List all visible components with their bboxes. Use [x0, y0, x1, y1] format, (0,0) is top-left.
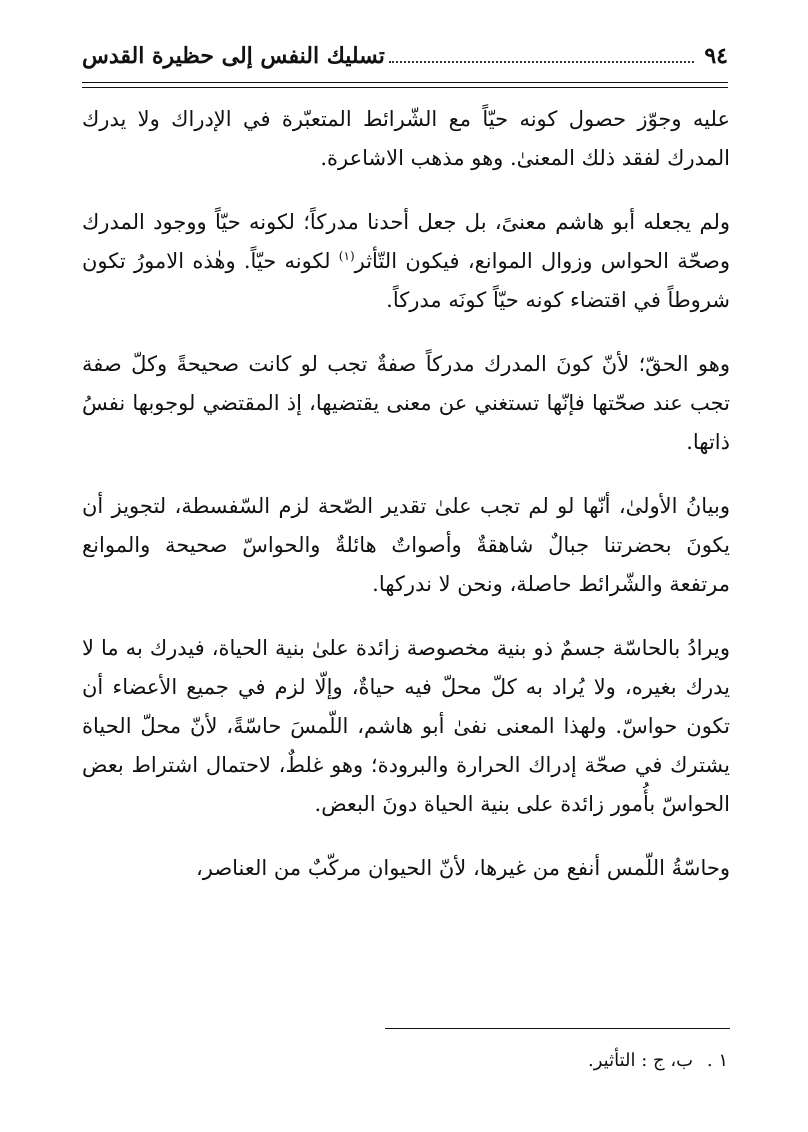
- paragraph-5: ويرادُ بالحاسّة جسمٌ ذو بنية مخصوصة زائدة علىٰ بنية الحياة، فيدرك به ما لا يدرك بغيره، ولا يُراد به كلّ محلّ فيه حياةٌ، وإلّا لزم في جميع الأعضاء أن تكون حواسّ. ولهذا المعنى نفىٰ أبو هاشم، اللّمسَ حاسّةً، لأنّ محلّ الحياة يشترك في صحّة إدراك الحرارة والبرودة؛ وهو غلطٌ، لاحتمال اشتراط بعض الحواسّ بأُمور زائدة على بنية الحياة دونَ البعض.: [82, 636, 730, 816]
- book-title: تسليك النفس إلى حظيرة القدس: [82, 43, 385, 69]
- paragraph-1: عليه وجوّز حصول كونه حيّاً مع الشّرائط المتعبّرة في الإدراك ولا يدرك المدرك لفقد ذلك المعنىٰ. وهو مذهب الاشاعرة.: [82, 107, 730, 170]
- paragraph-2: [82, 203, 730, 320]
- paragraph-4: وبيانُ الأولىٰ، أنّها لو لم تجب علىٰ تقدير الصّحة لزم السّفسطة، لتجويز أن يكونَ بحضرتنا جبالٌ شاهقةٌ وأصواتٌ هائلةٌ والحواسّ صحيحة والموانع مرتفعة والشّرائط حاصلة، ونحن لا ندركها.: [82, 494, 730, 596]
- footnote-number: ١ .: [706, 1050, 728, 1071]
- paragraph-3: وهو الحقّ؛ لأنّ كونَ المدرك مدركاً صفةٌ تجب لو كانت صحيحةً وكلّ صفة تجب عند صحّتها فإنّها تستغني عن معنى يقتضيها، إذ المقتضي لوجوبها نفسُ ذاتها.: [82, 352, 730, 454]
- dotted-leader: [389, 61, 694, 63]
- page-number: ٩٤: [704, 43, 728, 69]
- footnote-rule: [385, 1028, 730, 1029]
- paragraph-6: وحاسّةُ اللّمس أنفع من غيرها، لأنّ الحيوان مركّبٌ من العناصر،: [195, 856, 730, 880]
- header-double-rule: [82, 82, 728, 88]
- paragraph-2-text: ولم يجعله أبو هاشم معنىً، بل جعل أحدنا مدركاً؛ لكونه حيّاً ووجود المدرك وصحّة الحواس وزوال الموانع، فيكون التّأثر: [82, 210, 730, 273]
- footnote-text: ب، ج : التأثير.: [588, 1050, 694, 1071]
- paragraph-2-tail: لكونه حيّاً. وهٰذه الامورُ تكون شروطاً في اقتضاء كونه حيّاً كونَه مدركاً.: [82, 249, 730, 312]
- footnote: [588, 1050, 728, 1071]
- footnote-marker: (١): [338, 249, 355, 263]
- body-text: [82, 100, 730, 913]
- running-header: [82, 34, 728, 78]
